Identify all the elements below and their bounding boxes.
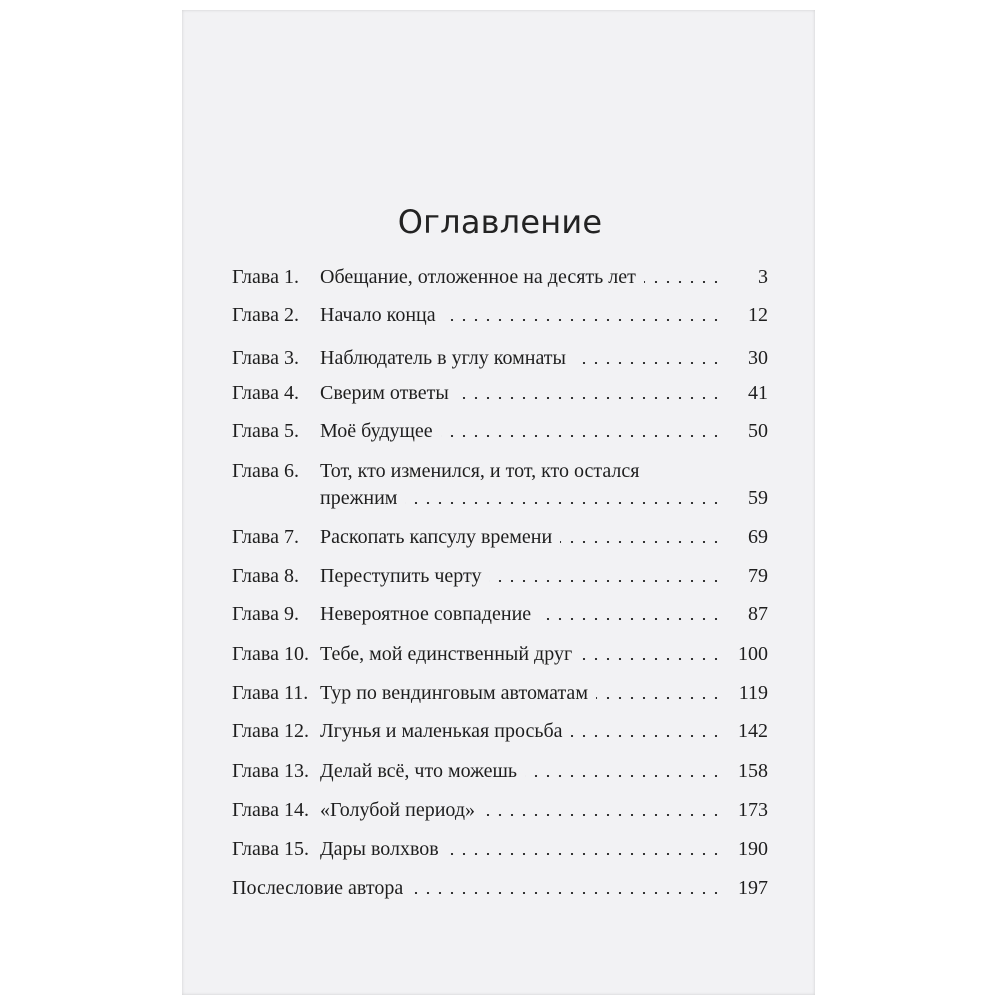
toc-entry [232,599,768,629]
afterword-title: Послесловие автора [232,873,407,903]
dot-leader [574,362,722,364]
chapter-label: Глава 3. [232,347,299,369]
page-number: 173 [734,795,768,825]
toc-entry [232,378,768,408]
dot-leader [560,541,722,543]
chapter-label: Глава 1. [232,266,299,288]
dot-leader [447,853,722,855]
chapter-title: Невероятное совпадение [320,599,535,629]
toc-entry [232,300,768,330]
chapter-label: Глава 15. [232,838,309,860]
chapter-label: Глава 6. [232,460,299,482]
chapter-title: Тур по вендинговым автоматам [320,678,592,708]
chapter-label: Глава 11. [232,682,309,704]
toc-entry [232,756,768,786]
page-number: 59 [744,483,768,513]
page-number: 119 [735,678,768,708]
page-number: 190 [734,834,768,864]
page-number: 41 [744,378,768,408]
chapter-label: Глава 2. [232,304,299,326]
chapter-label: Глава 8. [232,565,299,587]
toc-entry [232,343,768,373]
toc-entry [232,795,768,825]
page-number: 79 [744,561,768,591]
page-number: 50 [744,416,768,446]
chapter-label: Глава 13. [232,760,309,782]
chapter-title: Начало конца [320,300,440,330]
toc-entry [232,873,768,903]
chapter-title: Наблюдатель в углу комнаты [320,343,570,373]
chapter-title: Сверим ответы [320,378,453,408]
dot-leader [441,435,722,437]
page-number: 87 [744,599,768,629]
chapter-label: Глава 14. [232,799,309,821]
dot-leader [457,397,722,399]
chapter-title: Лгунья и маленькая просьба [320,716,567,746]
toc-entry [232,834,768,864]
dot-leader [444,319,722,321]
chapter-title: «Голубой период» [320,795,479,825]
chapter-title: Моё будущее [320,416,437,446]
chapter-title: Переступить черту [320,561,485,591]
toc-entry [232,416,768,446]
dot-leader [644,281,722,283]
chapter-title: Раскопать капсулу времени [320,522,556,552]
toc-entry [232,639,768,669]
page-number: 100 [734,639,768,669]
dot-leader [580,658,722,660]
toc-entry [232,262,768,292]
chapter-label: Глава 5. [232,420,299,442]
dot-leader [571,735,722,737]
dot-leader [483,814,722,816]
toc-entry-continuation [232,483,768,513]
chapter-label: Глава 10. [232,643,309,665]
page-number: 30 [744,343,768,373]
dot-leader [539,618,722,620]
page-number: 197 [734,873,768,903]
toc-entry [232,561,768,591]
page-number: 158 [734,756,768,786]
toc-entry [232,716,768,746]
chapter-title: Дары волхвов [320,834,443,864]
chapter-label: Глава 12. [232,720,309,742]
toc-entry [232,678,768,708]
chapter-title: Тебе, мой единственный друг [320,639,576,669]
dot-leader [596,697,722,699]
toc-entry [232,522,768,552]
chapter-title: Тот, кто изменился, и тот, кто остался [320,456,643,486]
chapter-title: Обещание, отложенное на десять лет [320,262,640,292]
chapter-title: Делай всё, что можешь [320,756,521,786]
page-number: 3 [754,262,768,292]
dot-leader [489,580,722,582]
chapter-title-continuation: прежним [320,483,401,513]
page-title: Оглавление [397,203,603,241]
toc-entry [232,456,768,486]
page-number: 142 [734,716,768,746]
page-number: 12 [744,300,768,330]
chapter-label: Глава 7. [232,526,299,548]
dot-leader [525,775,722,777]
dot-leader [405,502,722,504]
dot-leader [411,892,722,894]
chapter-label: Глава 4. [232,382,299,404]
chapter-label: Глава 9. [232,603,299,625]
page-number: 69 [744,522,768,552]
